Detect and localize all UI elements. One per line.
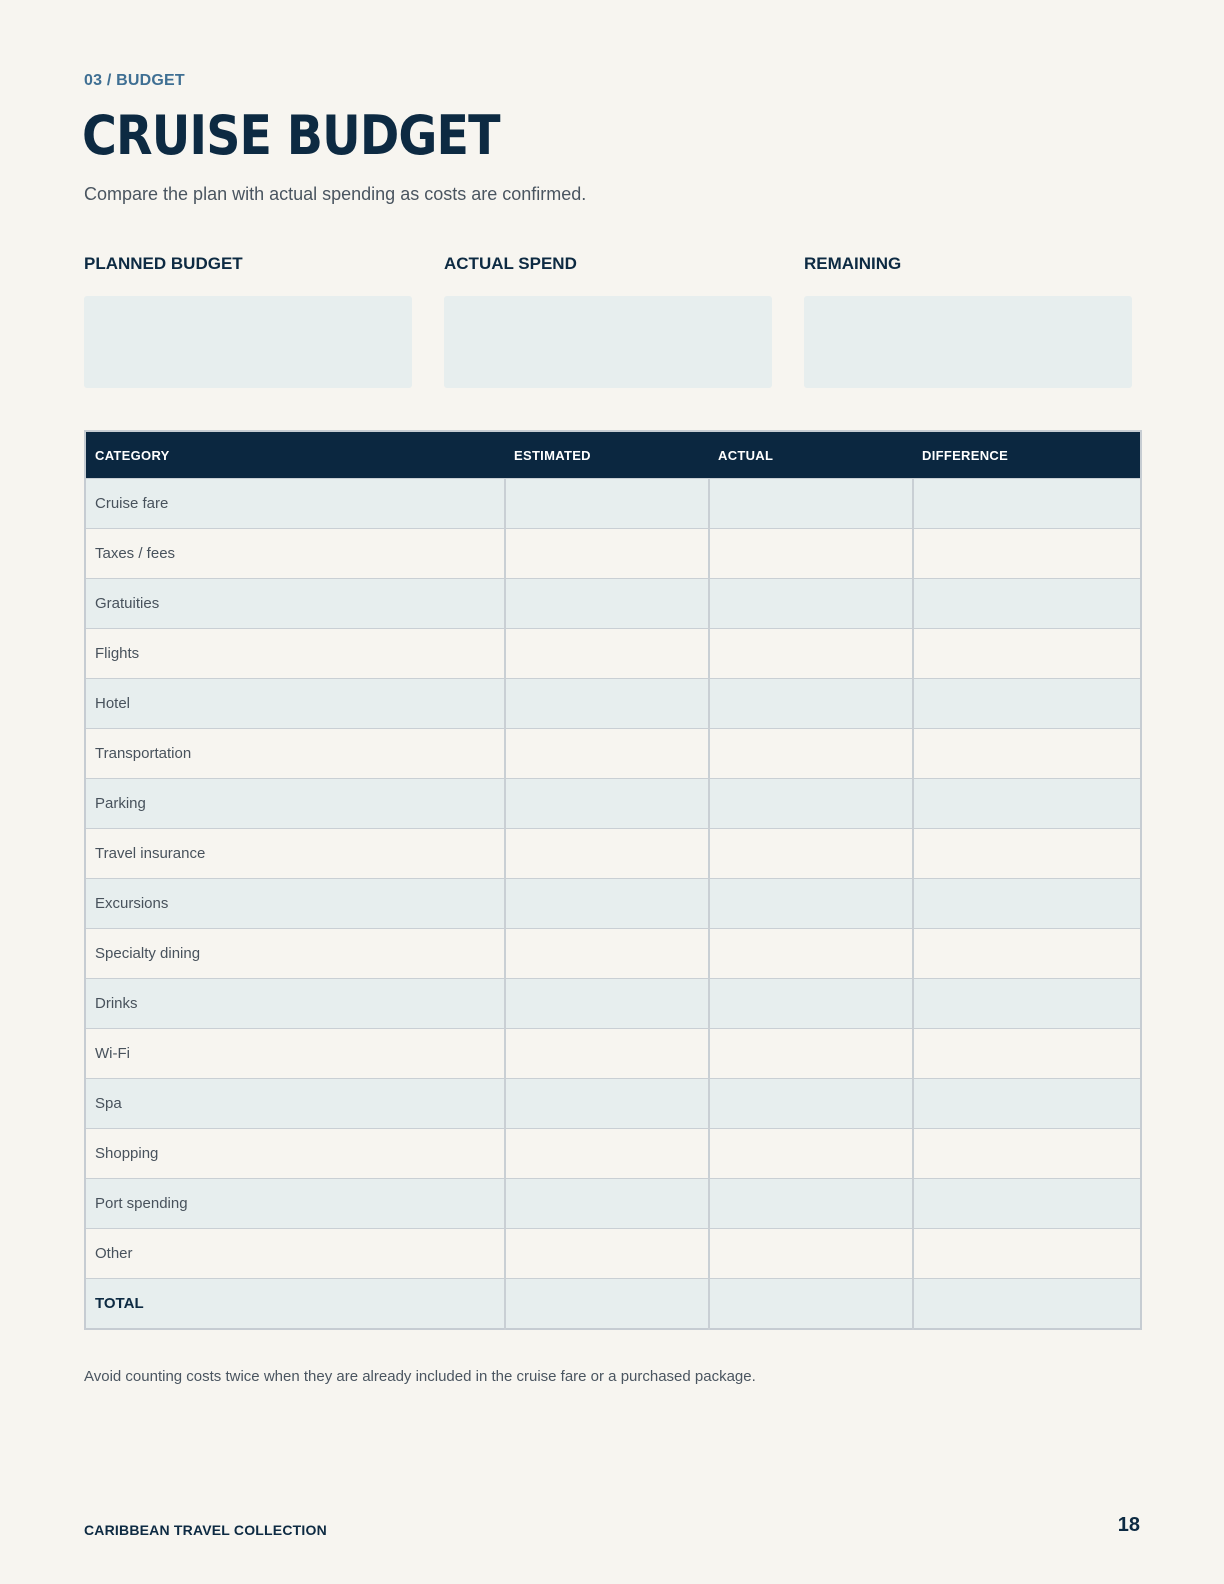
difference-cell[interactable]	[913, 629, 1141, 679]
difference-cell[interactable]	[913, 1129, 1141, 1179]
page-number: 18	[1117, 1514, 1140, 1536]
table-row	[85, 579, 1141, 629]
actual-cell[interactable]	[709, 479, 913, 529]
category-cell: Gratuities	[85, 579, 505, 629]
actual-cell[interactable]	[709, 1129, 913, 1179]
category-cell: Drinks	[85, 979, 505, 1029]
table-row	[85, 1029, 1141, 1079]
difference-cell[interactable]	[913, 479, 1141, 529]
footer-collection: CARIBBEAN TRAVEL COLLECTION	[84, 1522, 327, 1538]
difference-cell[interactable]	[913, 1279, 1141, 1330]
actual-cell[interactable]	[709, 879, 913, 929]
planned-budget-field[interactable]	[84, 296, 412, 388]
category-cell: Parking	[85, 779, 505, 829]
actual-cell[interactable]	[709, 929, 913, 979]
estimated-cell[interactable]	[505, 679, 709, 729]
estimated-cell[interactable]	[505, 579, 709, 629]
actual-spend-label: ACTUAL SPEND	[444, 254, 577, 273]
difference-cell[interactable]	[913, 579, 1141, 629]
table-row	[85, 779, 1141, 829]
estimated-cell[interactable]	[505, 779, 709, 829]
actual-cell[interactable]	[709, 729, 913, 779]
actual-cell[interactable]	[709, 679, 913, 729]
difference-cell[interactable]	[913, 1229, 1141, 1279]
table-row	[85, 479, 1141, 529]
table-row	[85, 1079, 1141, 1129]
estimated-cell[interactable]	[505, 829, 709, 879]
actual-cell[interactable]	[709, 1229, 913, 1279]
estimated-cell[interactable]	[505, 1179, 709, 1229]
category-cell: Other	[85, 1229, 505, 1279]
column-header-estimated: ESTIMATED	[505, 431, 709, 479]
estimated-cell[interactable]	[505, 1079, 709, 1129]
category-cell: Cruise fare	[85, 479, 505, 529]
category-cell: Wi-Fi	[85, 1029, 505, 1079]
planned-budget-label: PLANNED BUDGET	[84, 254, 243, 273]
remaining-field[interactable]	[804, 296, 1132, 388]
remaining-label: REMAINING	[804, 254, 902, 273]
estimated-cell[interactable]	[505, 629, 709, 679]
table-total-row	[85, 1279, 1141, 1330]
table-row	[85, 1129, 1141, 1179]
table-row	[85, 679, 1141, 729]
column-header-actual: ACTUAL	[709, 431, 913, 479]
actual-cell[interactable]	[709, 979, 913, 1029]
section-eyebrow: 03 / BUDGET	[84, 72, 185, 89]
category-cell: Excursions	[85, 879, 505, 929]
estimated-cell[interactable]	[505, 1029, 709, 1079]
budget-table	[84, 430, 1142, 1330]
table-row	[85, 729, 1141, 779]
actual-cell[interactable]	[709, 779, 913, 829]
estimated-cell[interactable]	[505, 929, 709, 979]
actual-cell[interactable]	[709, 1279, 913, 1330]
category-cell: Transportation	[85, 729, 505, 779]
category-cell: Specialty dining	[85, 929, 505, 979]
estimated-cell[interactable]	[505, 1229, 709, 1279]
category-cell: Flights	[85, 629, 505, 679]
actual-spend-field[interactable]	[444, 296, 772, 388]
difference-cell[interactable]	[913, 529, 1141, 579]
table-row	[85, 929, 1141, 979]
category-cell: Hotel	[85, 679, 505, 729]
column-header-category: CATEGORY	[85, 431, 505, 479]
table-row	[85, 1179, 1141, 1229]
estimated-cell[interactable]	[505, 529, 709, 579]
actual-cell[interactable]	[709, 1079, 913, 1129]
category-cell: TOTAL	[85, 1279, 505, 1330]
difference-cell[interactable]	[913, 829, 1141, 879]
category-cell: Travel insurance	[85, 829, 505, 879]
actual-cell[interactable]	[709, 1029, 913, 1079]
estimated-cell[interactable]	[505, 1279, 709, 1330]
estimated-cell[interactable]	[505, 729, 709, 779]
actual-cell[interactable]	[709, 529, 913, 579]
difference-cell[interactable]	[913, 779, 1141, 829]
difference-cell[interactable]	[913, 1029, 1141, 1079]
difference-cell[interactable]	[913, 879, 1141, 929]
table-row	[85, 629, 1141, 679]
category-cell: Shopping	[85, 1129, 505, 1179]
actual-cell[interactable]	[709, 629, 913, 679]
table-row	[85, 829, 1141, 879]
actual-cell[interactable]	[709, 1179, 913, 1229]
page-subtitle: Compare the plan with actual spending as costs are confirmed.	[84, 184, 587, 204]
category-cell: Spa	[85, 1079, 505, 1129]
table-header-row	[85, 431, 1141, 479]
difference-cell[interactable]	[913, 679, 1141, 729]
column-header-difference: DIFFERENCE	[913, 431, 1141, 479]
category-cell: Port spending	[85, 1179, 505, 1229]
page-title: CRUISE BUDGET	[82, 104, 500, 167]
table-row	[85, 1229, 1141, 1279]
table-row	[85, 529, 1141, 579]
estimated-cell[interactable]	[505, 979, 709, 1029]
table-row	[85, 879, 1141, 929]
difference-cell[interactable]	[913, 979, 1141, 1029]
table-row	[85, 979, 1141, 1029]
estimated-cell[interactable]	[505, 879, 709, 929]
difference-cell[interactable]	[913, 1079, 1141, 1129]
difference-cell[interactable]	[913, 1179, 1141, 1229]
actual-cell[interactable]	[709, 829, 913, 879]
footnote: Avoid counting costs twice when they are already included in the cruise fare or a purchased package.	[84, 1368, 756, 1385]
difference-cell[interactable]	[913, 729, 1141, 779]
estimated-cell[interactable]	[505, 479, 709, 529]
difference-cell[interactable]	[913, 929, 1141, 979]
actual-cell[interactable]	[709, 579, 913, 629]
estimated-cell[interactable]	[505, 1129, 709, 1179]
category-cell: Taxes / fees	[85, 529, 505, 579]
